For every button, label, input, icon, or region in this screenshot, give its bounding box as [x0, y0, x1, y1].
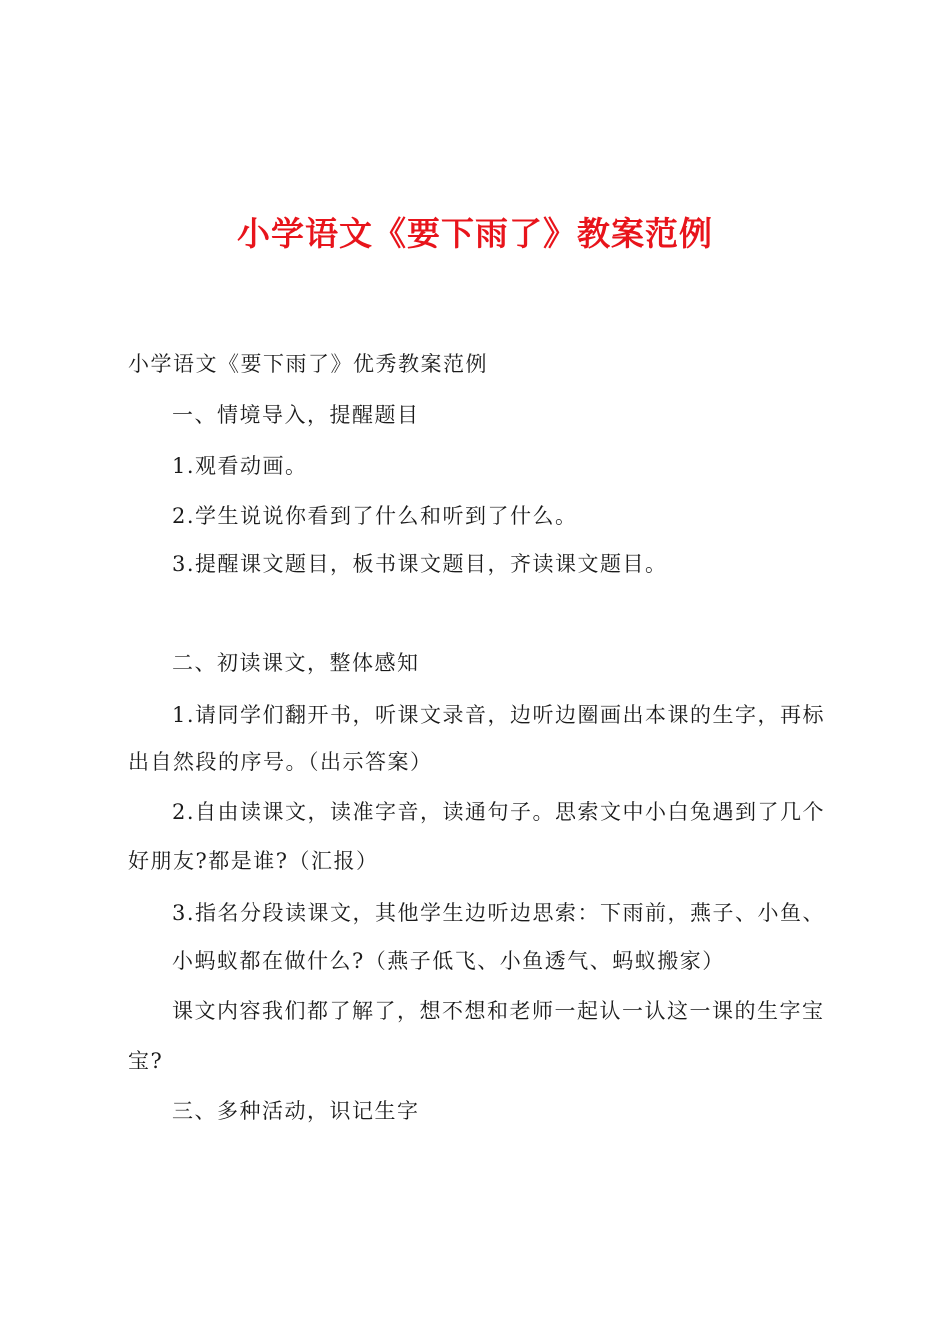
subtitle-line: 小学语文《要下雨了》优秀教案范例 [128, 352, 488, 376]
paragraph-line: 宝? [128, 1049, 164, 1073]
paragraph-line: 2.学生说说你看到了什么和听到了什么。 [172, 504, 578, 528]
paragraph-line: 小蚂蚁都在做什么?（燕子低飞、小鱼透气、蚂蚁搬家） [172, 949, 725, 973]
paragraph-line: 1.请同学们翻开书，听课文录音，边听边圈画出本课的生字，再标 [172, 703, 826, 727]
paragraph-line: 课文内容我们都了解了，想不想和老师一起认一认这一课的生字宝 [172, 999, 825, 1023]
section-heading-2: 二、初读课文，整体感知 [172, 651, 420, 675]
paragraph-line: 2.自由读课文，读准字音，读通句子。思索文中小白兔遇到了几个 [172, 800, 826, 824]
section-heading-1: 一、情境导入，提醒题目 [172, 403, 420, 427]
document-title: 小学语文《要下雨了》教案范例 [237, 214, 713, 253]
paragraph-line: 3.指名分段读课文，其他学生边听边思索：下雨前，燕子、小鱼、 [172, 901, 826, 925]
paragraph-line: 好朋友?都是谁?（汇报） [128, 849, 379, 873]
paragraph-line: 1.观看动画。 [172, 454, 308, 478]
section-heading-3: 三、多种活动，识记生字 [172, 1099, 420, 1123]
paragraph-line: 3.提醒课文题目，板书课文题目，齐读课文题目。 [172, 552, 668, 576]
paragraph-line: 出自然段的序号。（出示答案） [128, 750, 433, 774]
